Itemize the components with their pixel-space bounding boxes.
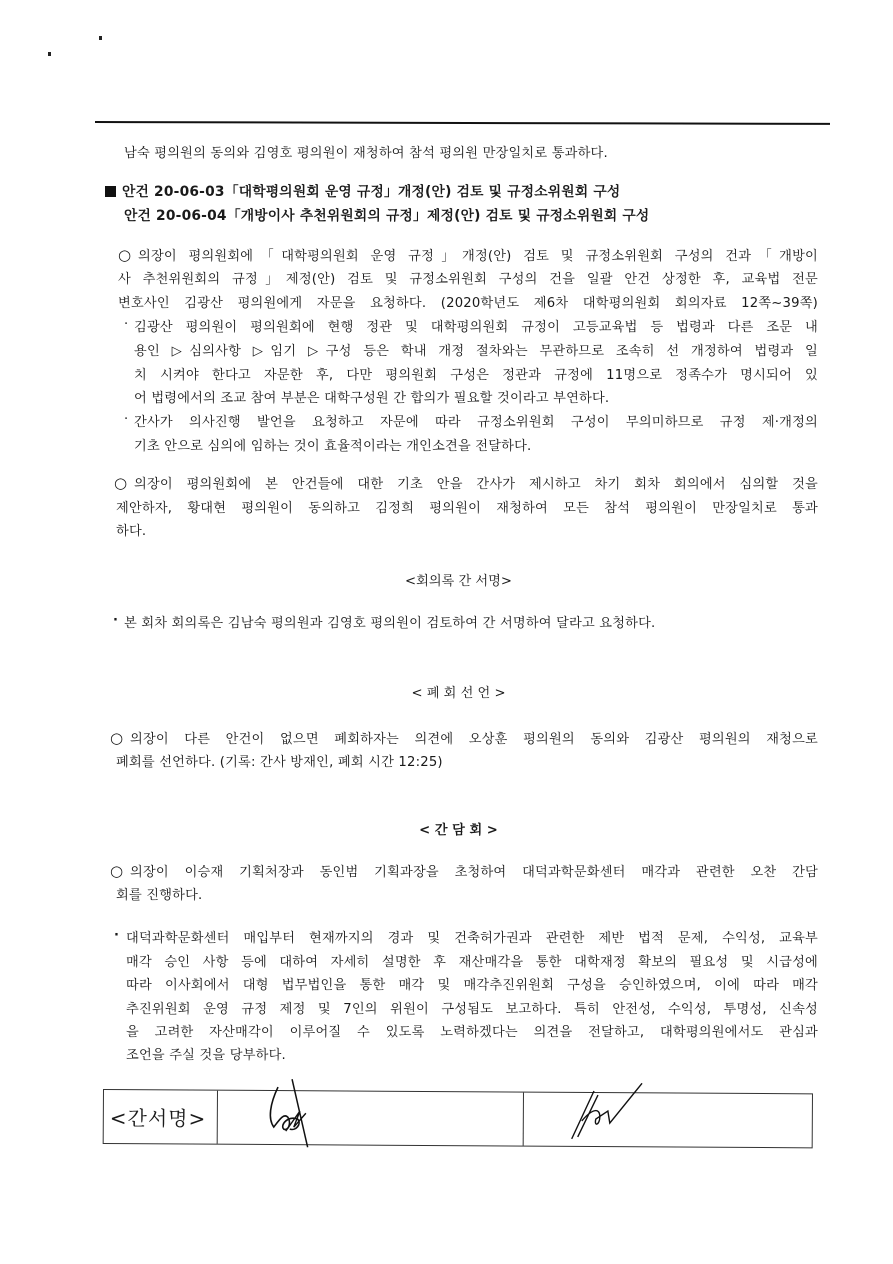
signature-label: <간서명>: [109, 1106, 207, 1131]
bullet-line: 매각 승인 사항 등에 대하여 자세히 설명한 후 재산매각을 통한 대학재정 확보의 필요성 및 시급성에: [126, 955, 818, 970]
signature-2-icon: [564, 1077, 674, 1148]
signature-cell-1: [217, 1091, 524, 1146]
dot-marker: ·: [113, 613, 118, 628]
bullet-line: 김광산 평의원이 평의원회에 현행 정관 및 대학평의원회 규정이 고등교육법 등 법령과 다른 조문 내: [134, 320, 818, 335]
agenda-item-2: 안건 20-06-04「개방이사 추천위원회의 규정」제정(안) 검토 및 규정소위원회 구성: [124, 208, 650, 224]
bullet-line: 용인 ▷심의사항 ▷임기 ▷구성 등은 학내 개정 절차와는 무관하므로 조속히 선 개정하여 법령과 일: [134, 344, 818, 359]
bullet-line: 추진위원회 운영 규정 제정 및 7인의 위원이 구성됨도 보고하다. 특히 안전성, 수익성, 투명성, 신속성: [126, 1002, 818, 1017]
minutes-signature-title: <회의록 간 서명>: [405, 574, 512, 589]
bullet-line: 간사가 의사진행 발언을 요청하고 자문에 따라 규정소위원회 구성이 무의미하므로 규정 제·개정의: [134, 415, 818, 430]
signature-cell-2: [523, 1093, 812, 1148]
bullet-line: 따라 이사회에서 대형 법무법인을 통한 매각 및 매각추진위원회 구성을 승인하였으며, 이에 따라 매각: [126, 978, 818, 993]
meeting-title: < 간 담 회 >: [419, 823, 498, 838]
para-line: 의장이 평의원회에 본 안건들에 대한 기초 안을 간사가 제시하고 차기 회차 회의에서 심의할 것을: [134, 477, 818, 492]
circle-marker: ○: [114, 474, 128, 492]
agenda-item-1-text: 안건 20-06-03「대학평의원회 운영 규정」개정(안) 검토 및 규정소위원회 구성: [122, 184, 621, 200]
scan-speck: [48, 52, 51, 56]
para-line: 제안하자, 황대현 평의원이 동의하고 김정희 평의원이 재청하여 모든 참석 평의원이 만장일치로 통과: [116, 501, 818, 516]
minutes-signature-text: 본 회차 회의록은 김남숙 평의원과 김영호 평의원이 검토하여 간 서명하여 달라고 요청하다.: [124, 616, 656, 631]
para-line: 의장이 평의원회에「대학평의원회 운영 규정」개정(안) 검토 및 규정소위원회 구성의 건과「개방이: [138, 249, 818, 264]
continuation-line: 남숙 평의원의 동의와 김영호 평의원이 재청하여 참석 평의원 만장일치로 통과하다.: [124, 146, 608, 161]
para-line: 사 추천위원회의 규정」제정(안) 검토 및 규정소위원회 구성의 건을 일괄 안건 상정한 후, 교육법 전문: [118, 272, 818, 287]
para-line: 하다.: [116, 524, 147, 539]
bullet-line: 치 시켜야 한다고 자문한 후, 다만 평의원회 구성은 정관과 규정에 11명으로 정족수가 명시되어 있: [134, 368, 818, 383]
dot-marker: ·: [124, 317, 129, 332]
bullet-line: 대덕과학문화센터 매입부터 현재까지의 경과 및 건축허가권과 관련한 제반 법적 문제, 수익성, 교육부: [126, 931, 818, 946]
circle-marker: ○: [118, 246, 132, 264]
agenda-item-1: [105, 183, 620, 202]
bullet-line: 조언을 주실 것을 당부하다.: [126, 1048, 286, 1063]
square-bullet-icon: [105, 186, 116, 197]
dot-marker: ·: [114, 928, 119, 943]
para-line: 폐회를 선언하다. (기록: 간사 방재인, 폐회 시간 12:25): [116, 755, 443, 770]
header-rule: [95, 121, 830, 125]
scan-speck: [99, 36, 102, 40]
circle-marker: ○: [110, 729, 124, 747]
closing-title: < 폐 회 선 언 >: [411, 686, 506, 701]
signature-table: [103, 1089, 813, 1148]
para-line: 의장이 이승재 기획처장과 동인범 기획과장을 초청하여 대덕과학문화센터 매각과 관련한 오찬 간담: [130, 865, 818, 880]
para-line: 회를 진행하다.: [116, 888, 203, 903]
para-line: 의장이 다른 안건이 없으면 폐회하자는 의견에 오상훈 평의원의 동의와 김광산 평의원의 재청으로: [130, 732, 818, 747]
bullet-line: 을 고려한 자산매각이 이루어질 수 있도록 노력하겠다는 의견을 전달하고, 대학평의원에서도 관심과: [126, 1025, 818, 1040]
signature-1-icon: [258, 1069, 368, 1150]
dot-marker: ·: [124, 412, 129, 427]
para-line: 변호사인 김광산 평의원에게 자문을 요청하다. (2020학년도 제6차 대학평의원회 회의자료 12쪽~39쪽): [118, 296, 818, 311]
bullet-line: 어 법령에서의 조교 참여 부분은 대학구성원 간 합의가 필요할 것이라고 부연하다.: [134, 391, 610, 406]
bullet-line: 기초 안으로 심의에 임하는 것이 효율적이라는 개인소견을 전달하다.: [134, 439, 532, 454]
circle-marker: ○: [110, 862, 124, 880]
